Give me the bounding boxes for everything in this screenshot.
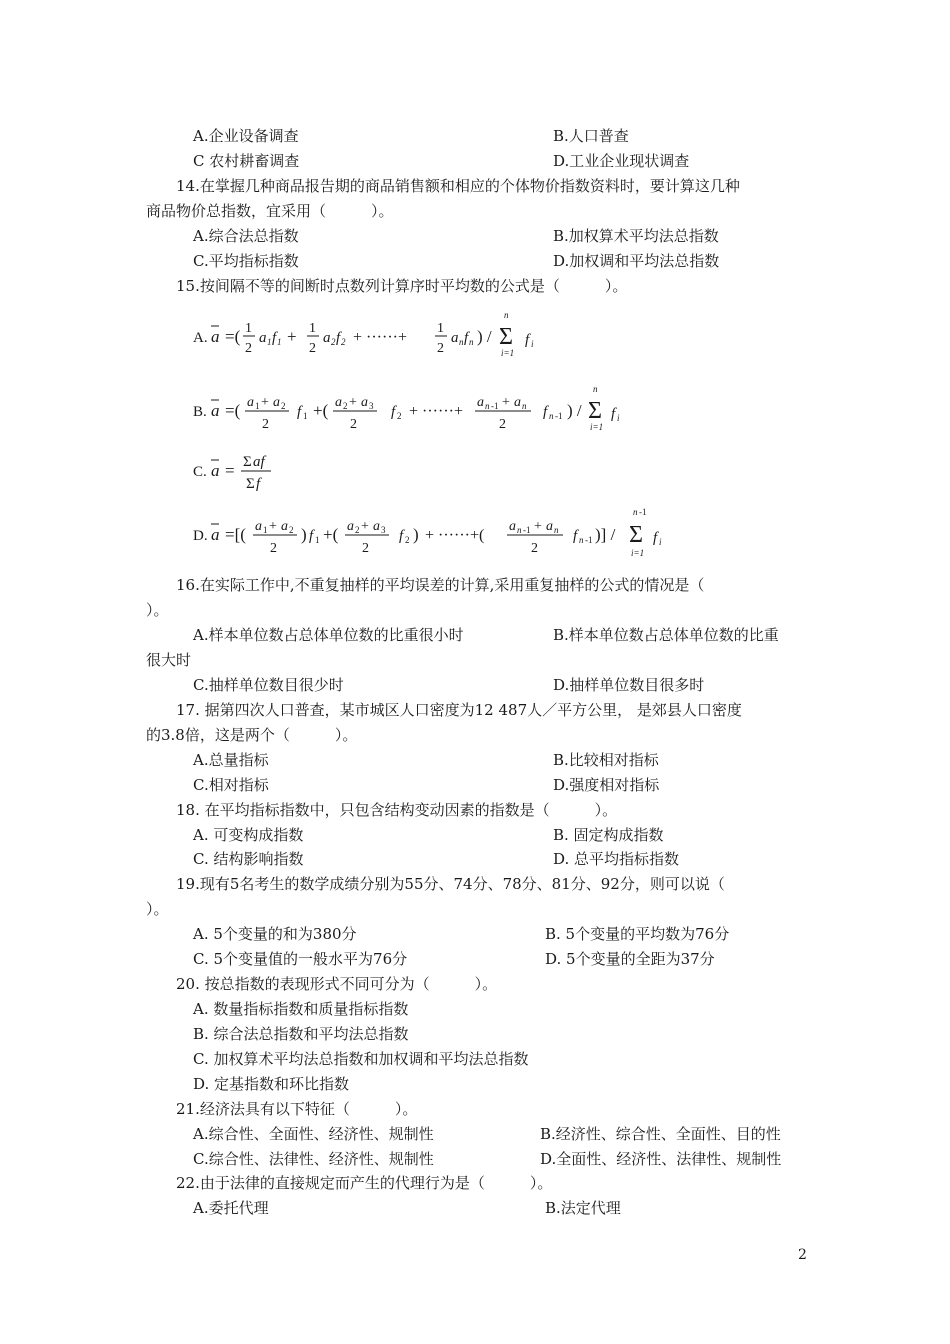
svg-text:-1: -1 [585, 535, 593, 545]
svg-text:a: a [546, 519, 553, 534]
svg-text:Σ: Σ [499, 324, 513, 350]
q19-stem-line2: ）。 [146, 900, 169, 918]
svg-text:) /: ) / [567, 401, 582, 420]
svg-text:i=1: i=1 [590, 422, 604, 432]
q19-option-a: A. 5个变量的和为380分 [193, 925, 357, 943]
q20-option-d: D. 定基指数和环比指数 [193, 1075, 350, 1093]
svg-text:f: f [399, 528, 404, 544]
q17-option-d: D.强度相对指标 [553, 776, 660, 794]
svg-text:a: a [514, 395, 521, 410]
svg-text:n: n [579, 535, 584, 545]
q17-option-c: C.相对指标 [193, 776, 269, 794]
q15-stem: 15.按间隔不等的间断时点数列计算序时平均数的公式是（ ）。 [176, 277, 628, 295]
svg-text:+: + [269, 519, 277, 534]
svg-text:f: f [297, 404, 302, 420]
svg-text:i: i [531, 339, 534, 349]
q15-formula-a [193, 312, 553, 366]
svg-text:+(: +( [323, 525, 339, 544]
svg-text:n: n [485, 401, 490, 411]
svg-text:1: 1 [437, 321, 444, 336]
q15-formula-a-label: A. [193, 330, 208, 346]
svg-text:a: a [477, 395, 484, 410]
q15-formula-b-label: B. [193, 404, 207, 420]
svg-text:+: + [534, 519, 542, 534]
svg-text:f: f [464, 330, 469, 346]
svg-text:a: a [361, 395, 368, 410]
q18-option-b: B. 固定构成指数 [553, 826, 664, 844]
svg-text:=(: =( [225, 401, 241, 420]
svg-text:i: i [659, 537, 662, 547]
svg-text:f: f [543, 404, 548, 420]
svg-text:)] /: )] / [595, 525, 616, 544]
svg-text:2: 2 [331, 337, 336, 347]
q19-option-c: C. 5个变量值的一般水平为76分 [193, 950, 408, 968]
svg-text:n: n [522, 401, 527, 411]
svg-text:+: + [349, 395, 357, 410]
svg-text:i=1: i=1 [631, 548, 645, 558]
svg-text:Σ: Σ [588, 398, 602, 424]
q21-option-c: C.综合性、法律性、经济性、规制性 [193, 1150, 434, 1168]
svg-text:2: 2 [270, 541, 277, 556]
q17-stem-line1: 17. 据第四次人口普查，某市城区人口密度为12 487人／平方公里， 是郊县人口密度 [176, 701, 742, 719]
q14-option-b: B.加权算术平均法总指数 [553, 227, 719, 245]
q19-option-b: B. 5个变量的平均数为76分 [545, 925, 730, 943]
q14-option-c: C.平均指标指数 [193, 252, 299, 270]
svg-text:1: 1 [303, 411, 308, 421]
svg-text:=(: =( [225, 327, 241, 346]
svg-text:n: n [633, 507, 638, 517]
svg-text:2: 2 [531, 541, 538, 556]
svg-text:n: n [459, 337, 464, 347]
q16-option-b-continued: 很大时 [146, 651, 192, 669]
svg-text:2: 2 [343, 401, 348, 411]
svg-text:a: a [281, 519, 288, 534]
svg-text:2: 2 [245, 341, 252, 356]
svg-text:1: 1 [267, 337, 272, 347]
q14-stem-line2: 商品物价总指数，宜采用（ ）。 [146, 202, 394, 220]
svg-text:1: 1 [315, 535, 320, 545]
q18-stem: 18. 在平均指标指数中，只包含结构变动因素的指数是（ ）。 [176, 801, 618, 819]
q16-stem-line1: 16.在实际工作中,不重复抽样的平均误差的计算,采用重复抽样的公式的情况是（ [176, 576, 705, 594]
svg-text:+: + [261, 395, 269, 410]
q19-stem-line1: 19.现有5名考生的数学成绩分别为55分、74分、78分、81分、92分，则可以说（ [176, 875, 725, 893]
q16-option-b: B.样本单位数占总体单位数的比重 [553, 626, 779, 644]
svg-text:2: 2 [355, 525, 360, 535]
svg-text:): ) [413, 525, 419, 544]
svg-text:2: 2 [350, 417, 357, 432]
svg-text:n: n [549, 411, 554, 421]
svg-text:-1: -1 [555, 411, 563, 421]
svg-text:2: 2 [262, 417, 269, 432]
svg-text:f: f [611, 406, 616, 422]
q17-stem-line2: 的3.8倍，这是两个（ ）。 [146, 726, 358, 744]
svg-text:n: n [504, 310, 509, 320]
q21-option-a: A.综合性、全面性、经济性、规制性 [193, 1125, 434, 1143]
svg-text:f: f [653, 530, 658, 546]
svg-text:a: a [247, 395, 254, 410]
svg-text:): ) [301, 525, 307, 544]
svg-text:1: 1 [263, 525, 268, 535]
q16-option-d: D.抽样单位数目很多时 [553, 676, 705, 694]
q13-option-b: B.人口普查 [553, 127, 629, 145]
svg-text:a: a [335, 395, 342, 410]
svg-text:a: a [211, 461, 220, 480]
svg-text:a: a [259, 330, 267, 346]
svg-text:a: a [211, 327, 220, 346]
q14-option-a: A.综合法总指数 [193, 227, 299, 245]
svg-text:2: 2 [397, 411, 402, 421]
svg-text:2: 2 [362, 541, 369, 556]
svg-text:+: + [502, 395, 510, 410]
q20-stem: 20. 按总指数的表现形式不同可分为（ ）。 [176, 975, 498, 993]
q16-option-c: C.抽样单位数目很少时 [193, 676, 344, 694]
q20-option-a: A. 数量指标指数和质量指标指数 [193, 1000, 409, 1018]
q20-option-c: C. 加权算术平均法总指数和加权调和平均法总指数 [193, 1050, 529, 1068]
q22-stem: 22.由于法律的直接规定而产生的代理行为是（ ）。 [176, 1174, 553, 1192]
svg-text:3: 3 [381, 525, 386, 535]
svg-text:n: n [593, 384, 598, 394]
q18-option-c: C. 结构影响指数 [193, 850, 304, 868]
svg-text:f: f [309, 528, 314, 544]
svg-text:Σ: Σ [243, 454, 252, 470]
svg-text:) /: ) / [477, 327, 492, 346]
svg-text:2: 2 [309, 341, 316, 356]
svg-text:a: a [347, 519, 354, 534]
svg-text:+: + [361, 519, 369, 534]
svg-text:2: 2 [341, 337, 346, 347]
svg-text:af: af [253, 454, 265, 470]
svg-text:a: a [211, 401, 220, 420]
svg-text:=[(: =[( [225, 525, 246, 544]
q13-option-c: C 农村耕畜调查 [193, 152, 300, 170]
svg-text:f: f [272, 330, 277, 346]
svg-text:a: a [451, 330, 459, 346]
svg-text:=: = [225, 461, 235, 480]
svg-text:Σ: Σ [246, 476, 255, 492]
q15-formula-d [193, 507, 673, 566]
svg-text:-1: -1 [639, 507, 647, 517]
q14-option-d: D.加权调和平均法总指数 [553, 252, 720, 270]
svg-text:a: a [509, 519, 516, 534]
svg-text:-1: -1 [523, 525, 531, 535]
q22-option-b: B.法定代理 [545, 1199, 621, 1217]
svg-text:a: a [211, 525, 220, 544]
svg-text:n: n [517, 525, 522, 535]
q21-option-b: B.经济性、综合性、全面性、目的性 [540, 1125, 781, 1143]
svg-text:2: 2 [437, 341, 444, 356]
q20-option-b: B. 综合法总指数和平均法总指数 [193, 1025, 409, 1043]
q15-formula-c-label: C. [193, 464, 207, 480]
svg-text:+ ······+: + ······+ [409, 403, 464, 420]
svg-text:f: f [336, 330, 341, 346]
q15-formula-b [193, 384, 643, 442]
svg-text:2: 2 [281, 401, 286, 411]
svg-text:-1: -1 [491, 401, 499, 411]
svg-text:f: f [525, 332, 530, 348]
svg-text:n: n [554, 525, 559, 535]
svg-text:f: f [256, 476, 261, 492]
q13-option-d: D.工业企业现状调查 [553, 152, 690, 170]
svg-text:3: 3 [369, 401, 374, 411]
svg-text:2: 2 [499, 417, 506, 432]
svg-text:i: i [617, 413, 620, 423]
q15-formula-c [193, 450, 313, 500]
svg-text:1: 1 [245, 321, 252, 336]
svg-text:+: + [287, 327, 297, 346]
page-number: 2 [798, 1247, 807, 1263]
svg-text:a: a [373, 519, 380, 534]
q17-option-a: A.总量指标 [193, 751, 269, 769]
q21-stem: 21.经济法具有以下特征（ ）。 [176, 1100, 418, 1118]
svg-text:+ ······+: + ······+ [353, 329, 408, 346]
q16-stem-line2: ）。 [146, 601, 169, 619]
q13-option-a: A.企业设备调查 [193, 127, 299, 145]
svg-text:1: 1 [255, 401, 260, 411]
svg-text:1: 1 [277, 337, 282, 347]
q17-option-b: B.比较相对指标 [553, 751, 659, 769]
svg-text:a: a [273, 395, 280, 410]
svg-text:+(: +( [313, 401, 329, 420]
q18-option-d: D. 总平均指标指数 [553, 850, 680, 868]
q14-stem-line1: 14.在掌握几种商品报告期的商品销售额和相应的个体物价指数资料时，要计算这几种 [176, 177, 740, 195]
svg-text:+ ······+(: + ······+( [425, 527, 485, 544]
svg-text:1: 1 [309, 321, 316, 336]
svg-text:2: 2 [405, 535, 410, 545]
svg-text:n: n [469, 337, 474, 347]
svg-text:Σ: Σ [629, 522, 643, 548]
svg-text:a: a [323, 330, 331, 346]
svg-text:i=1: i=1 [501, 348, 515, 358]
q22-option-a: A.委托代理 [193, 1199, 269, 1217]
svg-text:a: a [255, 519, 262, 534]
q21-option-d: D.全面性、经济性、法律性、规制性 [540, 1150, 782, 1168]
q18-option-a: A. 可变构成指数 [193, 826, 304, 844]
q19-option-d: D. 5个变量的全距为37分 [545, 950, 715, 968]
svg-text:2: 2 [289, 525, 294, 535]
q16-option-a: A.样本单位数占总体单位数的比重很小时 [193, 626, 464, 644]
q15-formula-d-label: D. [193, 528, 208, 544]
svg-text:f: f [573, 528, 578, 544]
svg-text:f: f [391, 404, 396, 420]
